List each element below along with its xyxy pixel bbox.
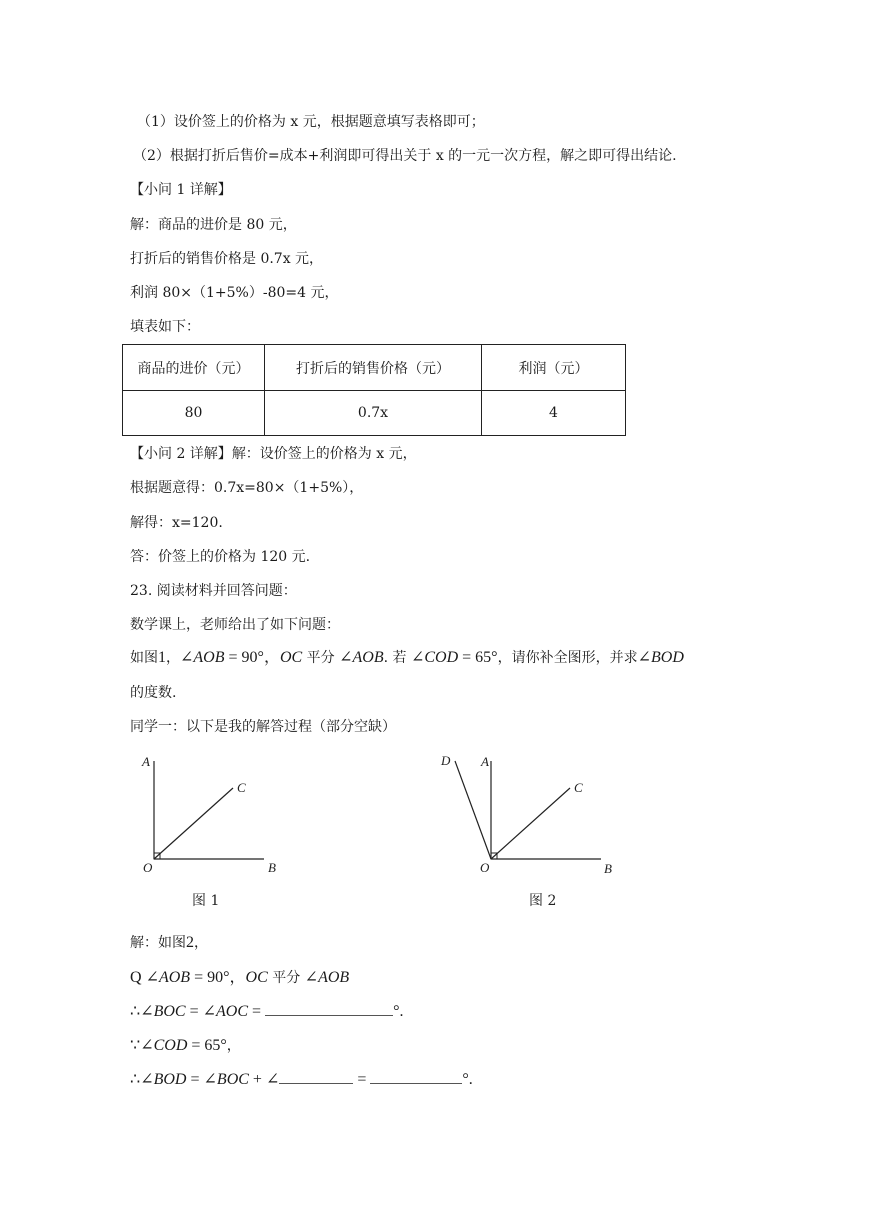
label-c: C [574,780,583,795]
q2-line-0 [130,444,417,464]
sol-angle-boc: ∠BOC [203,1071,249,1088]
answer-blank-1[interactable] [265,1003,393,1016]
q-angle-bod: ∠BOD [637,649,684,666]
analysis-line-2: （2）根据打折后售价=成本+利润即可得出关于 x 的一元一次方程，解之即可得出结论. [133,148,677,164]
label-o: O [480,860,490,875]
sol-plus-angle: + ∠ [248,1071,280,1088]
q-angle-aob: ∠AOB [339,649,384,666]
q1-heading: 【小问 1 详解】 [130,182,232,198]
figure-2-caption: 图 2 [529,893,557,909]
q-angle-cod: ∠COD [410,649,459,666]
solution-line-1 [130,968,349,988]
table-header-cell: 打折后的销售价格（元） [265,345,482,391]
answer-blank-3[interactable] [370,1071,462,1084]
q-fig-num: 1 [158,649,166,666]
sol-text: ， [226,1038,241,1054]
table-cell: 80 [123,391,265,436]
label-b: B [268,860,276,875]
figure-1 [130,748,300,918]
because-symbol: ∵ [130,1037,141,1054]
table-row [123,391,626,436]
table-header-row [123,345,626,391]
sol-equals: = [186,1071,204,1088]
q-text: ， [166,650,180,666]
q-value: = 65° [458,649,498,666]
analysis-line-1: （1）设价签上的价格为 x 元，根据题意填写表格即可； [137,114,485,130]
p23-title: 23. 阅读材料并回答问题： [130,583,297,599]
therefore-symbol: ∴ [130,1003,141,1020]
q-text: ，请你补全图形，并求 [497,650,638,666]
sol-value: = 90°， [190,969,246,986]
sol-text: 平分 [267,970,305,986]
answer-blank-2[interactable] [279,1071,353,1084]
because-symbol: Q [130,969,146,986]
solution-line-4 [130,1070,473,1090]
sol-text: 解：如图 [130,935,186,951]
sol-equals: = [185,1003,203,1020]
q1-step-4: 填表如下： [130,319,200,335]
price-table [122,344,626,436]
q2-step-2: 解得：x=120. [130,515,223,531]
table-header-cell: 利润（元） [482,345,626,391]
q2-step-1: 根据题意得：0.7x=80×（1+5%）， [130,480,364,496]
label-a: A [142,754,150,769]
solution-line-2 [130,1002,403,1022]
q2-answer: 答：价签上的价格为 120 元. [130,549,311,565]
figure-1-caption: 图 1 [192,893,220,909]
figure-2 [435,748,635,918]
sol-fig-num: 2 [186,934,194,951]
sol-angle-cod: ∠COD [140,1037,188,1054]
sol-angle-aob: ∠AOB [304,969,350,986]
table-header-cell: 商品的进价（元） [123,345,265,391]
sol-angle-boc: ∠BOC [140,1003,186,1020]
p23-question-cont: 的度数. [130,685,177,701]
sol-degree: °. [462,1071,473,1088]
sol-angle-aoc: ∠AOC [202,1003,249,1020]
sol-angle-bod: ∠BOD [140,1071,187,1088]
q-text: . 若 [383,650,411,666]
q-angle-aob: ∠AOB [180,649,225,666]
sol-equals: = [248,1003,266,1020]
q1-step-1: 解：商品的进价是 80 元， [130,217,297,233]
therefore-symbol: ∴ [130,1071,141,1088]
p23-intro: 数学课上，老师给出了如下问题： [130,617,340,633]
label-o: O [143,860,153,875]
sol-text: ， [194,935,208,951]
q-text: 如图 [130,650,158,666]
q-ray-oc: OC [279,649,303,666]
solution-line-0 [130,933,208,953]
q1-step-3: 利润 80×（1+5%）-80=4 元， [130,285,339,301]
sol-degree: °. [393,1003,404,1020]
label-b: B [604,861,612,876]
q-text: 平分 [302,650,340,666]
p23-question [130,648,684,668]
q2-heading: 【小问 2 详解】 [130,446,232,462]
label-a: A [481,754,489,769]
solution-line-3 [130,1036,241,1056]
sol-angle-aob: ∠AOB [145,969,191,986]
label-c: C [237,780,246,795]
table-cell: 0.7x [265,391,482,436]
p23-student-line: 同学一：以下是我的解答过程（部分空缺） [130,719,396,735]
q1-step-2: 打折后的销售价格是 0.7x 元， [130,251,324,267]
sol-ray-oc: OC [245,969,268,986]
q2-step-0: 解：设价签上的价格为 x 元， [231,446,417,462]
sol-value: = 65° [187,1037,227,1054]
label-d: D [441,753,451,768]
q-value: = 90°， [224,649,280,666]
sol-equals: = [353,1071,371,1088]
table-cell: 4 [482,391,626,436]
